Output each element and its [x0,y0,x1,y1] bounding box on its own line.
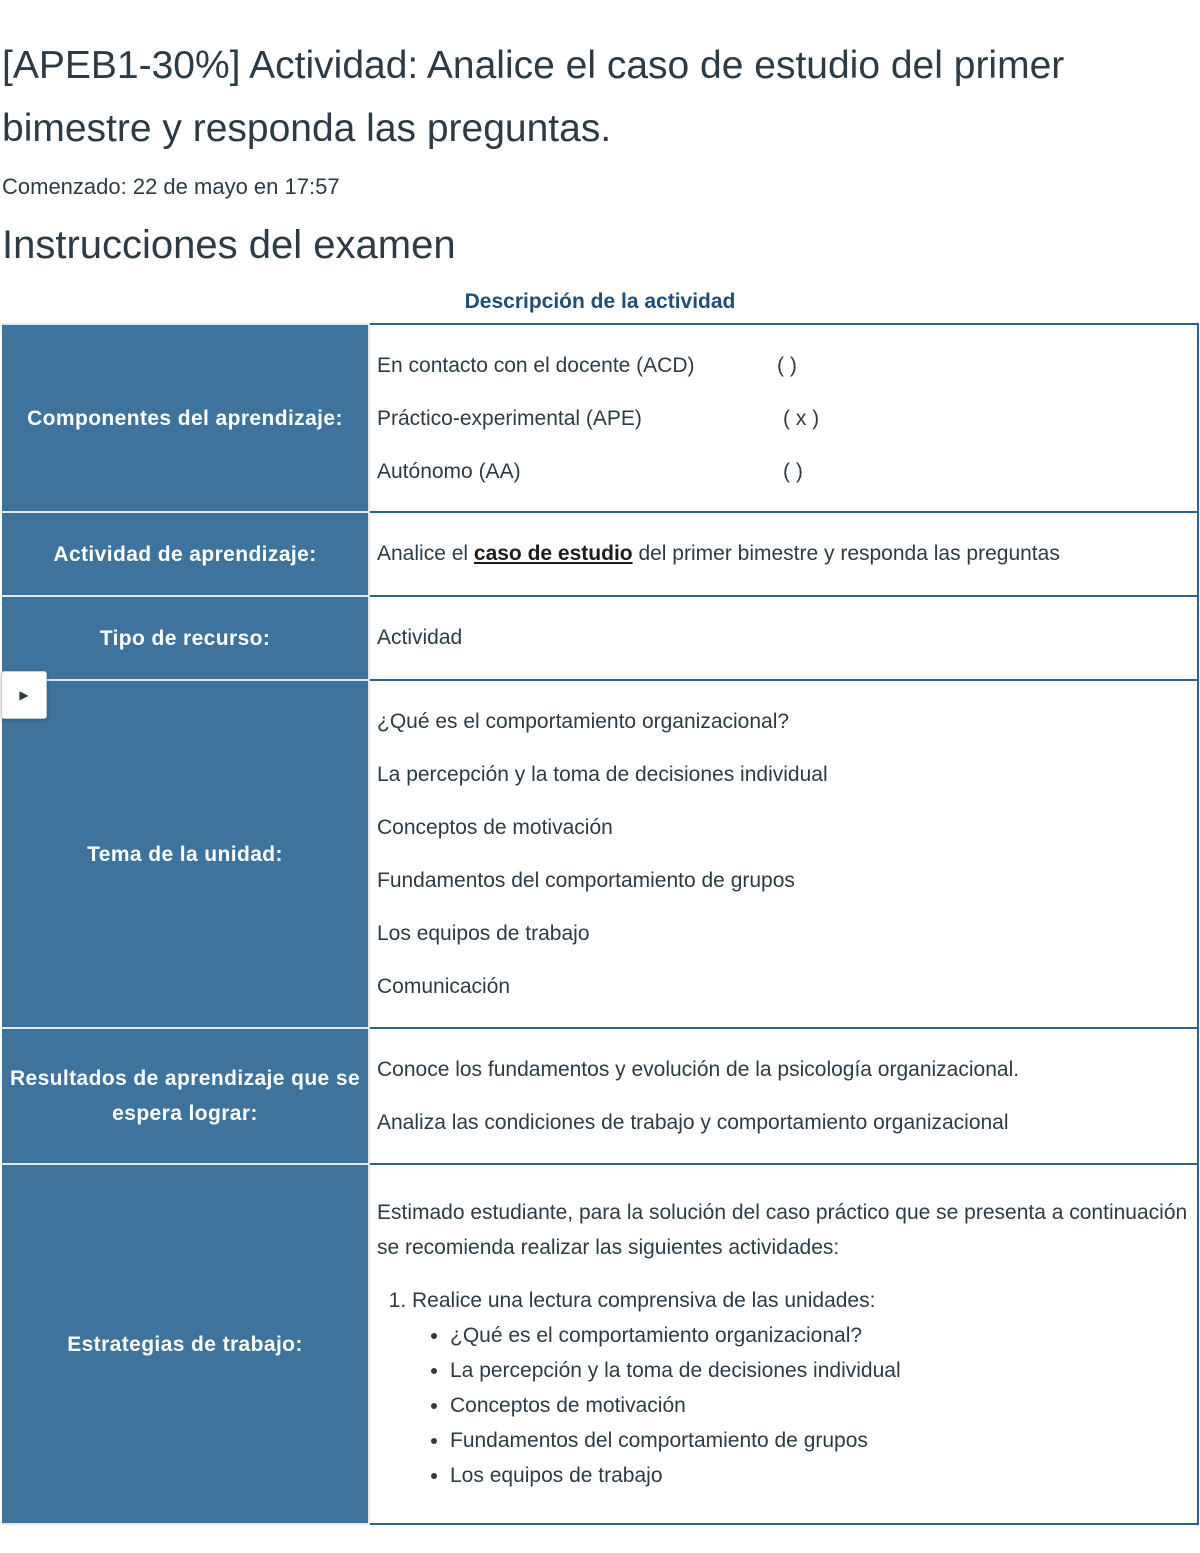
component-mark: ( ) [783,459,803,483]
results-label: Resultados de aprendizaje que se espera lograr: [2,1028,369,1164]
resource-value: Actividad [369,596,1198,680]
resource-row [2,596,1198,680]
started-timestamp: Comenzado: 22 de mayo en 17:57 [2,174,340,199]
list-item: • Fundamentos del comportamiento de grupos [450,1423,1189,1458]
strategy-step-text: Realice una lectura comprensiva de las unidades: [412,1289,876,1312]
unit-topics-label: Tema de la unidad: [2,680,369,1028]
unit-topics-cell [369,680,1198,1028]
components-row [2,324,1198,512]
component-name: Autónomo (AA) [377,459,521,483]
unit-topic: La percepción y la toma de decisiones individual [377,763,828,786]
strategies-intro: Estimado estudiante, para la solución del caso práctico que se presenta a continuación se recomienda realizar las siguientes actividades: [377,1201,1188,1259]
resource-label: Tipo de recurso: [2,596,369,680]
activity-label: Actividad de aprendizaje: [2,512,369,596]
component-item [377,339,1189,392]
unit-topics-row [2,680,1198,1028]
instructions-heading: Instrucciones del examen [2,223,456,267]
result-item: Analiza las condiciones de trabajo y comportamiento organizacional [377,1111,1009,1134]
unit-topic: Fundamentos del comportamiento de grupos [377,869,795,892]
activity-prefix: Analice el [377,542,474,565]
list-item: • ¿Qué es el comportamiento organizacional? [450,1318,1189,1353]
strategy-step-units [412,1318,1189,1493]
unit-topic: Conceptos de motivación [377,816,613,839]
strategies-steps [377,1283,1189,1493]
case-study-link[interactable]: caso de estudio [473,542,633,565]
components-label: Componentes del aprendizaje: [2,324,369,512]
component-item [377,392,1189,445]
unit-topic: ¿Qué es el comportamiento organizacional? [377,710,790,733]
strategies-cell [369,1164,1198,1524]
unit-topic: Comunicación [377,975,511,998]
table-caption: Descripción de la actividad [464,290,736,313]
strategies-row [2,1164,1198,1524]
activity-row [2,512,1198,596]
list-item: • Conceptos de motivación [450,1388,1189,1423]
results-cell [369,1028,1198,1164]
activity-cell [369,512,1198,596]
strategy-step [412,1283,1189,1493]
quiz-title: [APEB1-30%] Actividad: Analice el caso de estudio del primer bimestre y responda las preguntas. [2,44,1065,150]
component-name: En contacto con el docente (ACD) [377,353,695,377]
activity-suffix: del primer bimestre y responda las preguntas [632,542,1060,565]
results-row [2,1028,1198,1164]
unit-topic: Los equipos de trabajo [377,922,590,945]
component-item [377,445,1189,498]
list-item: • Los equipos de trabajo [450,1458,1189,1493]
list-item: • La percepción y la toma de decisiones individual [450,1353,1189,1388]
result-item: Conoce los fundamentos y evolución de la psicología organizacional. [377,1058,1020,1081]
expand-toggle-button[interactable] [1,671,47,719]
activity-description-table [2,323,1199,1525]
component-name: Práctico-experimental (APE) [377,406,642,430]
component-mark: ( ) [777,353,797,377]
triangle-right-icon: ▶ [19,688,29,702]
component-mark: ( x ) [783,406,820,430]
strategies-label: Estrategias de trabajo: [2,1164,369,1524]
components-cell [369,324,1198,512]
